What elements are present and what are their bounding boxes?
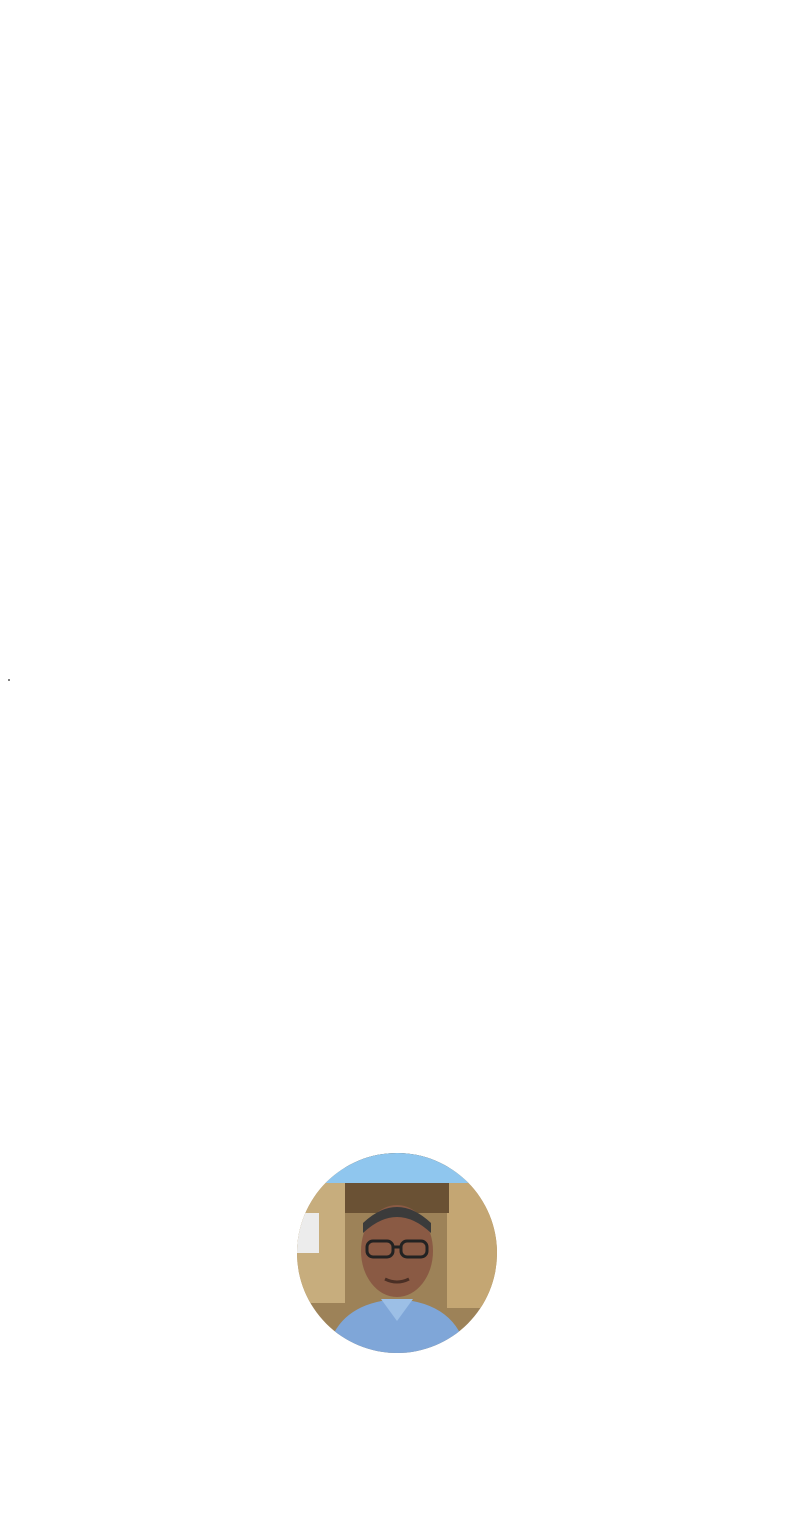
author-photo xyxy=(297,1153,497,1353)
person-image xyxy=(297,1153,497,1353)
grade-table-container xyxy=(8,679,786,1123)
grade-table xyxy=(8,679,10,681)
